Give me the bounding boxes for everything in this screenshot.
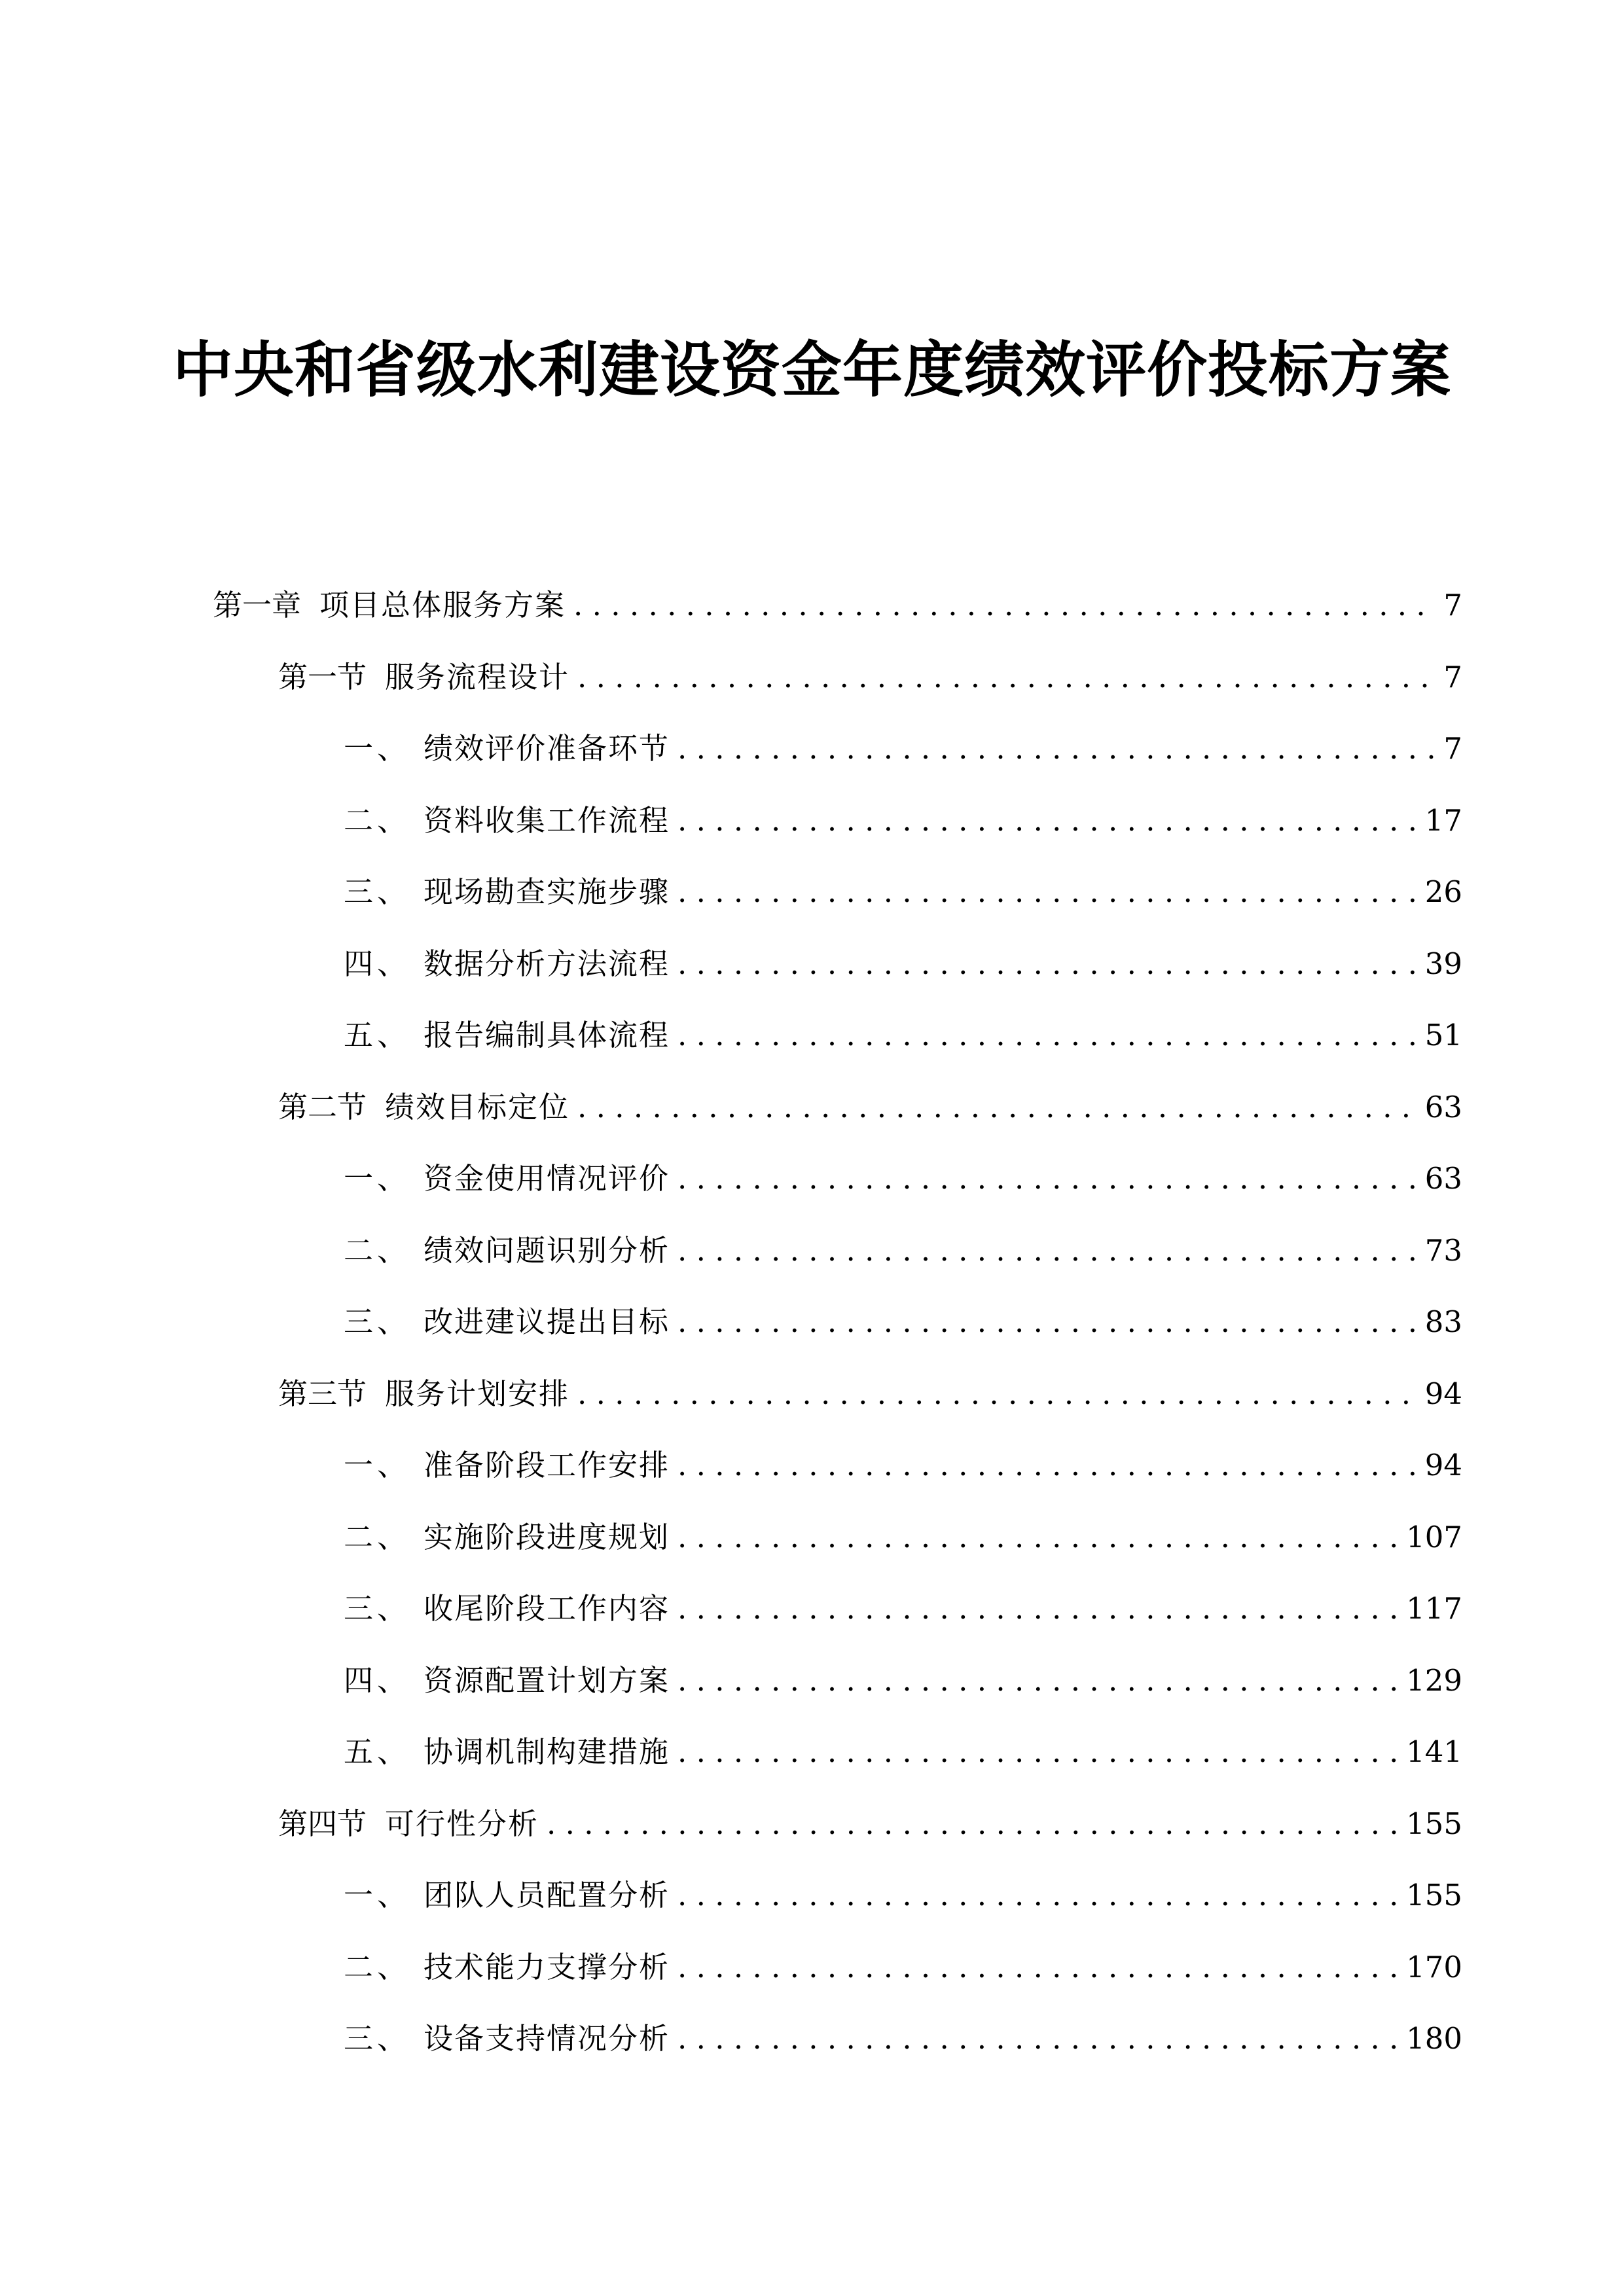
toc-entry[interactable] <box>213 583 1462 628</box>
toc-page-number: 7 <box>1443 588 1462 622</box>
toc-entry-number: 第四节 <box>278 1806 367 1841</box>
toc-entry[interactable] <box>344 1156 1462 1202</box>
toc-entry-title: 技术能力支撑分析 <box>424 1950 670 1984</box>
toc-entry-title: 可行性分析 <box>385 1806 539 1841</box>
toc-entry-number: 四、 <box>344 946 411 981</box>
toc-dot-leader <box>677 1873 1397 1918</box>
toc-entry-number: 一、 <box>344 1878 411 1912</box>
toc-dot-leader <box>677 1156 1416 1202</box>
toc-entry-title: 资源配置计划方案 <box>424 1663 670 1698</box>
toc-dot-leader <box>677 869 1416 915</box>
toc-page-number: 155 <box>1406 1878 1462 1912</box>
toc-dot-leader <box>573 583 1434 628</box>
toc-entry-number: 五、 <box>344 1018 411 1052</box>
toc-entry[interactable] <box>344 869 1462 915</box>
toc-entry[interactable] <box>278 655 1462 700</box>
toc-entry[interactable] <box>344 1013 1462 1058</box>
toc-dot-leader <box>677 1945 1397 1990</box>
toc-entry[interactable] <box>344 1729 1462 1775</box>
toc-entry-number: 五、 <box>344 1734 411 1769</box>
toc-entry-number: 第一章 <box>213 588 302 622</box>
toc-page-number: 94 <box>1424 1376 1462 1411</box>
toc-page-number: 107 <box>1406 1520 1462 1554</box>
toc-entry-number: 第二节 <box>278 1090 367 1124</box>
toc-page-number: 7 <box>1443 660 1462 694</box>
toc-entry-title: 现场勘查实施步骤 <box>424 874 670 909</box>
toc-entry[interactable] <box>344 1945 1462 1990</box>
toc-page-number: 73 <box>1424 1233 1462 1268</box>
toc-page-number: 39 <box>1424 946 1462 981</box>
toc-dot-leader <box>577 1371 1416 1417</box>
toc-entry-number: 第一节 <box>278 660 367 694</box>
toc-dot-leader <box>677 1443 1416 1488</box>
toc-page-number: 170 <box>1406 1950 1462 1984</box>
toc-entry-title: 资金使用情况评价 <box>424 1161 670 1196</box>
toc-page-number: 83 <box>1424 1304 1462 1339</box>
toc-entry-number: 三、 <box>344 874 411 909</box>
toc-entry-title: 项目总体服务方案 <box>319 588 566 622</box>
toc-entry-number: 三、 <box>344 1304 411 1339</box>
toc-entry[interactable] <box>278 1085 1462 1130</box>
toc-entry[interactable] <box>278 1801 1462 1847</box>
toc-dot-leader <box>677 1228 1416 1274</box>
toc-entry-number: 二、 <box>344 1520 411 1554</box>
toc-entry-title: 服务计划安排 <box>385 1376 570 1411</box>
toc-entry[interactable] <box>344 2016 1462 2062</box>
toc-dot-leader <box>677 798 1416 844</box>
toc-entry[interactable] <box>344 1515 1462 1560</box>
toc-entry-title: 绩效目标定位 <box>385 1090 570 1124</box>
toc-page-number: 155 <box>1406 1806 1462 1841</box>
toc-dot-leader <box>677 1729 1397 1775</box>
toc-page-number: 117 <box>1406 1591 1462 1626</box>
toc-page-number: 51 <box>1424 1018 1462 1052</box>
toc-entry-title: 绩效问题识别分析 <box>424 1233 670 1268</box>
toc-entry[interactable] <box>344 1586 1462 1632</box>
toc-entry-title: 服务流程设计 <box>385 660 570 694</box>
toc-dot-leader <box>577 1085 1416 1130</box>
toc-entry-number: 四、 <box>344 1663 411 1698</box>
toc-entry[interactable] <box>344 1658 1462 1704</box>
toc-page-number: 63 <box>1424 1090 1462 1124</box>
toc-entry[interactable] <box>344 941 1462 987</box>
toc-entry[interactable] <box>344 798 1462 844</box>
toc-entry[interactable] <box>344 1443 1462 1488</box>
toc-page-number: 141 <box>1406 1734 1462 1769</box>
toc-entry-title: 资料收集工作流程 <box>424 803 670 838</box>
toc-entry[interactable] <box>344 1228 1462 1274</box>
toc-entry-title: 数据分析方法流程 <box>424 946 670 981</box>
toc-dot-leader <box>677 941 1416 987</box>
toc-dot-leader <box>677 1586 1397 1632</box>
toc-entry-title: 报告编制具体流程 <box>424 1018 670 1052</box>
toc-entry-number: 二、 <box>344 1233 411 1268</box>
toc-entry-title: 准备阶段工作安排 <box>424 1448 670 1482</box>
toc-entry[interactable] <box>278 1371 1462 1417</box>
toc-entry-title: 绩效评价准备环节 <box>424 731 670 766</box>
toc-page-number: 17 <box>1424 803 1462 838</box>
toc-page-number: 63 <box>1424 1161 1462 1196</box>
toc-entry-title: 团队人员配置分析 <box>424 1878 670 1912</box>
toc-entry-number: 三、 <box>344 2021 411 2056</box>
toc-dot-leader <box>677 1658 1397 1704</box>
toc-entry-number: 一、 <box>344 1161 411 1196</box>
toc-page-number: 180 <box>1406 2021 1462 2056</box>
toc-dot-leader <box>677 1013 1416 1058</box>
toc-entry-title: 实施阶段进度规划 <box>424 1520 670 1554</box>
toc-dot-leader <box>677 726 1434 772</box>
toc-entry-title: 协调机制构建措施 <box>424 1734 670 1769</box>
toc-entry-number: 二、 <box>344 803 411 838</box>
toc-dot-leader <box>677 1299 1416 1345</box>
toc-entry-number: 一、 <box>344 1448 411 1482</box>
toc-page-number: 7 <box>1443 731 1462 766</box>
toc-entry-number: 三、 <box>344 1591 411 1626</box>
toc-entry-title: 设备支持情况分析 <box>424 2021 670 2056</box>
toc-entry[interactable] <box>344 726 1462 772</box>
toc-dot-leader <box>547 1801 1397 1847</box>
toc-dot-leader <box>677 1515 1397 1560</box>
toc-dot-leader <box>577 655 1434 700</box>
toc-entry-title: 改进建议提出目标 <box>424 1304 670 1339</box>
toc-page-number: 94 <box>1424 1448 1462 1482</box>
toc-entry-number: 二、 <box>344 1950 411 1984</box>
toc-entry-number: 一、 <box>344 731 411 766</box>
toc-entry-title: 收尾阶段工作内容 <box>424 1591 670 1626</box>
toc-entry[interactable] <box>344 1299 1462 1345</box>
toc-entry-number: 第三节 <box>278 1376 367 1411</box>
toc-page-number: 26 <box>1424 874 1462 909</box>
toc-dot-leader <box>677 2016 1397 2062</box>
toc-page-number: 129 <box>1406 1663 1462 1698</box>
document-title: 中央和省级水利建设资金年度绩效评价投标方案 <box>172 334 1451 405</box>
toc-entry[interactable] <box>344 1873 1462 1918</box>
